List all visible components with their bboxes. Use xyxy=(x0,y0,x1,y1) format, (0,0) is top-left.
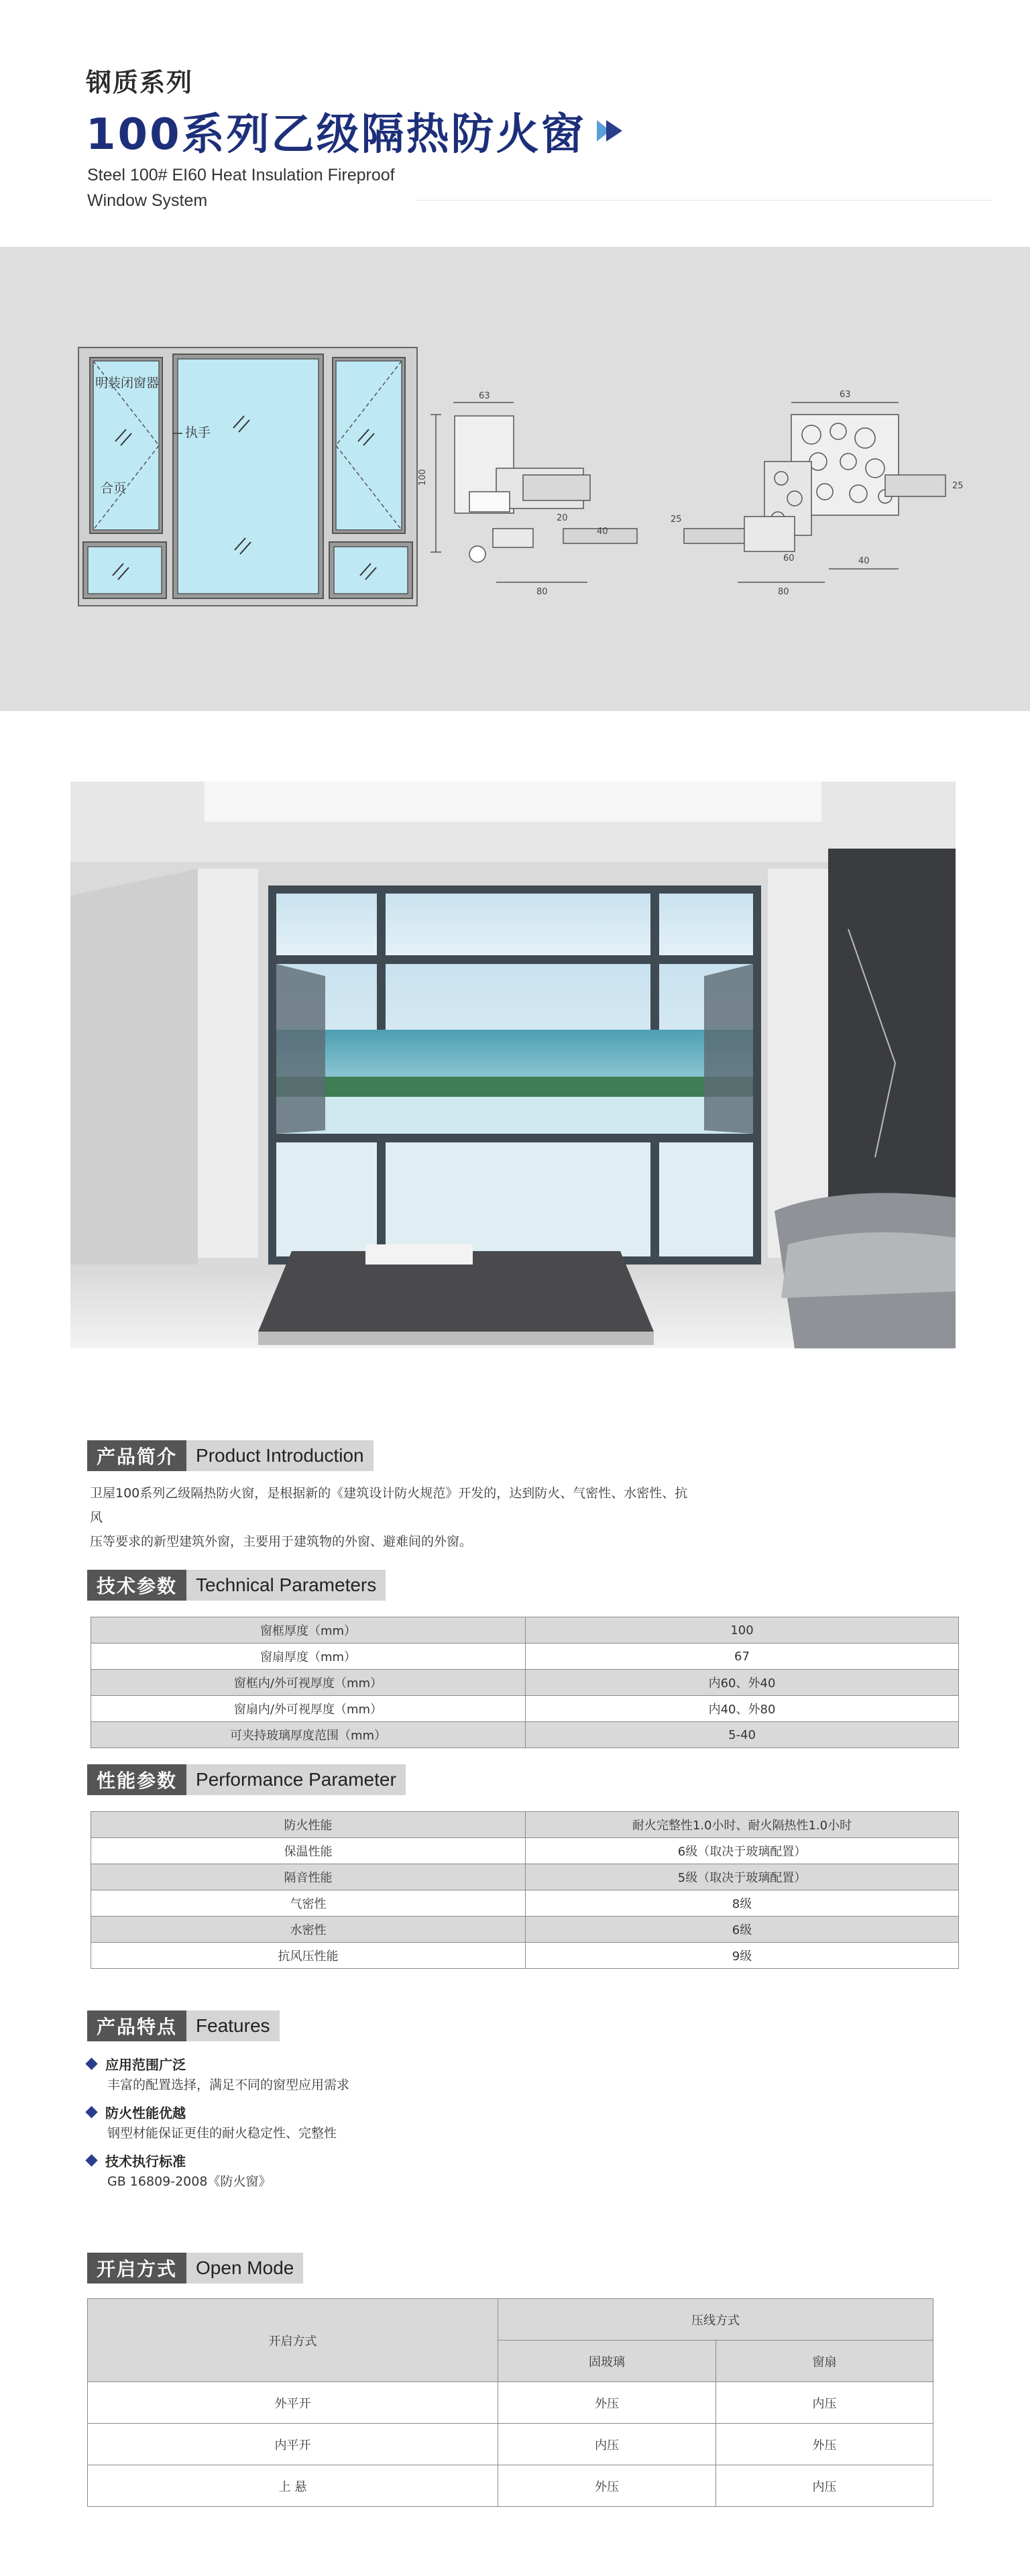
feature-desc: 钢型材能保证更佳的耐火稳定性、完整性 xyxy=(107,2126,337,2141)
perf-heading-cn: 性能参数 xyxy=(87,1764,186,1795)
mode-name: 上 悬 xyxy=(88,2465,498,2507)
svg-text:60: 60 xyxy=(783,553,795,564)
intro-line-2: 压等要求的新型建筑外窗，主要用于建筑物的外窗、避难间的外窗。 xyxy=(90,1534,473,1549)
perf-value: 8级 xyxy=(526,1890,959,1917)
param-value: 5-40 xyxy=(526,1722,959,1748)
perf-name: 隔音性能 xyxy=(91,1864,526,1890)
mode-name: 外平开 xyxy=(88,2382,498,2424)
table-row xyxy=(91,1722,959,1748)
param-name: 窗框厚度（mm） xyxy=(91,1617,526,1644)
mode-sash: 外压 xyxy=(716,2424,933,2465)
col-press-mode: 压线方式 xyxy=(498,2299,933,2341)
table-row xyxy=(91,1696,959,1722)
series-label: 钢质系列 xyxy=(86,68,194,97)
feature-desc: 丰富的配置选择，满足不同的窗型应用需求 xyxy=(107,2078,350,2092)
header-divider xyxy=(416,200,992,201)
svg-text:40: 40 xyxy=(597,527,608,537)
section-intro-heading xyxy=(87,1440,374,1471)
hinge-label: 合页 xyxy=(101,481,127,496)
perf-name: 水密性 xyxy=(91,1917,526,1943)
intro-line-1: 卫屋100系列乙级隔热防火窗，是根据新的《建筑设计防火规范》开发的，达到防火、气密性、水密性、抗风 xyxy=(90,1486,688,1525)
table-row xyxy=(91,1864,959,1890)
param-value: 67 xyxy=(526,1644,959,1670)
mode-sash: 内压 xyxy=(716,2382,933,2424)
feature-title-row xyxy=(87,2149,691,2171)
section-profile-left xyxy=(431,402,637,582)
param-value: 内40、外80 xyxy=(526,1696,959,1722)
diamond-bullet-icon xyxy=(85,2106,97,2118)
mode-glass: 外压 xyxy=(498,2382,716,2424)
col-fixed-glass: 固玻璃 xyxy=(498,2341,716,2382)
closer-label: 明装闭窗器 xyxy=(95,376,160,390)
subtitle-line-2: Window System xyxy=(87,191,208,210)
table-row xyxy=(88,2465,933,2507)
room-illustration xyxy=(70,782,956,1348)
intro-text xyxy=(90,1481,693,1554)
list-item xyxy=(87,2149,691,2192)
table-row xyxy=(91,1890,959,1917)
col-open-mode: 开启方式 xyxy=(88,2299,498,2382)
svg-text:80: 80 xyxy=(778,587,789,597)
features-heading-cn: 产品特点 xyxy=(87,2010,186,2041)
play-arrow-icon xyxy=(595,117,625,144)
table-row xyxy=(88,2382,933,2424)
features-heading-en: Features xyxy=(186,2010,280,2041)
section-tech-heading xyxy=(87,1570,386,1601)
mode-heading-cn: 开启方式 xyxy=(87,2253,186,2284)
feature-title-row xyxy=(87,2053,691,2074)
table-row xyxy=(91,1812,959,1838)
section-perf-heading xyxy=(87,1764,406,1795)
param-name: 窗扇内/外可视厚度（mm） xyxy=(91,1696,526,1722)
list-item xyxy=(87,2053,691,2096)
table-row xyxy=(91,1943,959,1969)
tech-heading-cn: 技术参数 xyxy=(87,1570,186,1601)
interior-photo xyxy=(70,782,956,1348)
mode-glass: 外压 xyxy=(498,2465,716,2507)
section-mode-heading xyxy=(87,2253,303,2284)
page-title: 100系列乙级隔热防火窗 xyxy=(86,110,586,160)
intro-heading-en: Product Introduction xyxy=(186,1440,374,1471)
svg-text:100: 100 xyxy=(418,469,428,486)
tech-heading-en: Technical Parameters xyxy=(186,1570,386,1601)
table-row xyxy=(88,2299,933,2341)
svg-text:20: 20 xyxy=(557,513,568,523)
param-name: 可夹持玻璃厚度范围（mm） xyxy=(91,1722,526,1748)
svg-text:63: 63 xyxy=(840,390,851,400)
tech-parameters-table xyxy=(91,1617,959,1748)
mode-heading-en: Open Mode xyxy=(186,2253,303,2284)
mode-name: 内平开 xyxy=(88,2424,498,2465)
feature-title: 防火性能优越 xyxy=(105,2104,186,2121)
table-row xyxy=(91,1917,959,1943)
diamond-bullet-icon xyxy=(85,2057,97,2070)
svg-text:80: 80 xyxy=(536,587,548,597)
svg-text:63: 63 xyxy=(479,391,490,401)
perf-name: 保温性能 xyxy=(91,1838,526,1864)
perf-value: 耐火完整性1.0小时、耐火隔热性1.0小时 xyxy=(526,1812,959,1838)
perf-value: 5级（取决于玻璃配置） xyxy=(526,1864,959,1890)
svg-text:40: 40 xyxy=(858,556,870,566)
param-name: 窗框内/外可视厚度（mm） xyxy=(91,1670,526,1696)
subtitle-line-1: Steel 100# EI60 Heat Insulation Fireproof xyxy=(87,166,395,184)
table-row xyxy=(91,1617,959,1644)
col-sash: 窗扇 xyxy=(716,2341,933,2382)
table-row xyxy=(91,1670,959,1696)
perf-heading-en: Performance Parameter xyxy=(186,1764,406,1795)
mode-sash: 内压 xyxy=(716,2465,933,2507)
handle-label: 执手 xyxy=(185,425,211,440)
param-value: 100 xyxy=(526,1617,959,1644)
perf-name: 防火性能 xyxy=(91,1812,526,1838)
feature-title-row xyxy=(87,2101,691,2123)
table-row xyxy=(88,2424,933,2465)
title-row xyxy=(86,101,625,161)
list-item xyxy=(87,2101,691,2144)
mode-glass: 内压 xyxy=(498,2424,716,2465)
param-value: 内60、外40 xyxy=(526,1670,959,1696)
param-name: 窗扇厚度（mm） xyxy=(91,1644,526,1670)
perf-name: 抗风压性能 xyxy=(91,1943,526,1969)
features-list xyxy=(87,2053,691,2198)
performance-table xyxy=(91,1811,959,1969)
window-elevation-drawing xyxy=(0,247,1030,711)
page-subtitle xyxy=(87,162,570,213)
section-profile-right xyxy=(684,402,946,582)
table-row xyxy=(91,1644,959,1670)
intro-heading-cn: 产品简介 xyxy=(87,1440,186,1471)
feature-title: 技术执行标准 xyxy=(105,2153,186,2169)
technical-drawing-band xyxy=(0,247,1030,711)
table-row xyxy=(91,1838,959,1864)
diamond-bullet-icon xyxy=(85,2154,97,2166)
feature-desc: GB 16809-2008《防火窗》 xyxy=(107,2174,272,2189)
feature-title: 应用范围广泛 xyxy=(105,2056,186,2073)
perf-value: 6级 xyxy=(526,1917,959,1943)
open-mode-table xyxy=(87,2298,933,2507)
page-header xyxy=(0,0,1030,210)
perf-value: 6级（取决于玻璃配置） xyxy=(526,1838,959,1864)
section-features-heading xyxy=(87,2010,280,2041)
svg-text:25: 25 xyxy=(671,515,682,525)
svg-text:25: 25 xyxy=(952,481,964,491)
perf-name: 气密性 xyxy=(91,1890,526,1917)
perf-value: 9级 xyxy=(526,1943,959,1969)
